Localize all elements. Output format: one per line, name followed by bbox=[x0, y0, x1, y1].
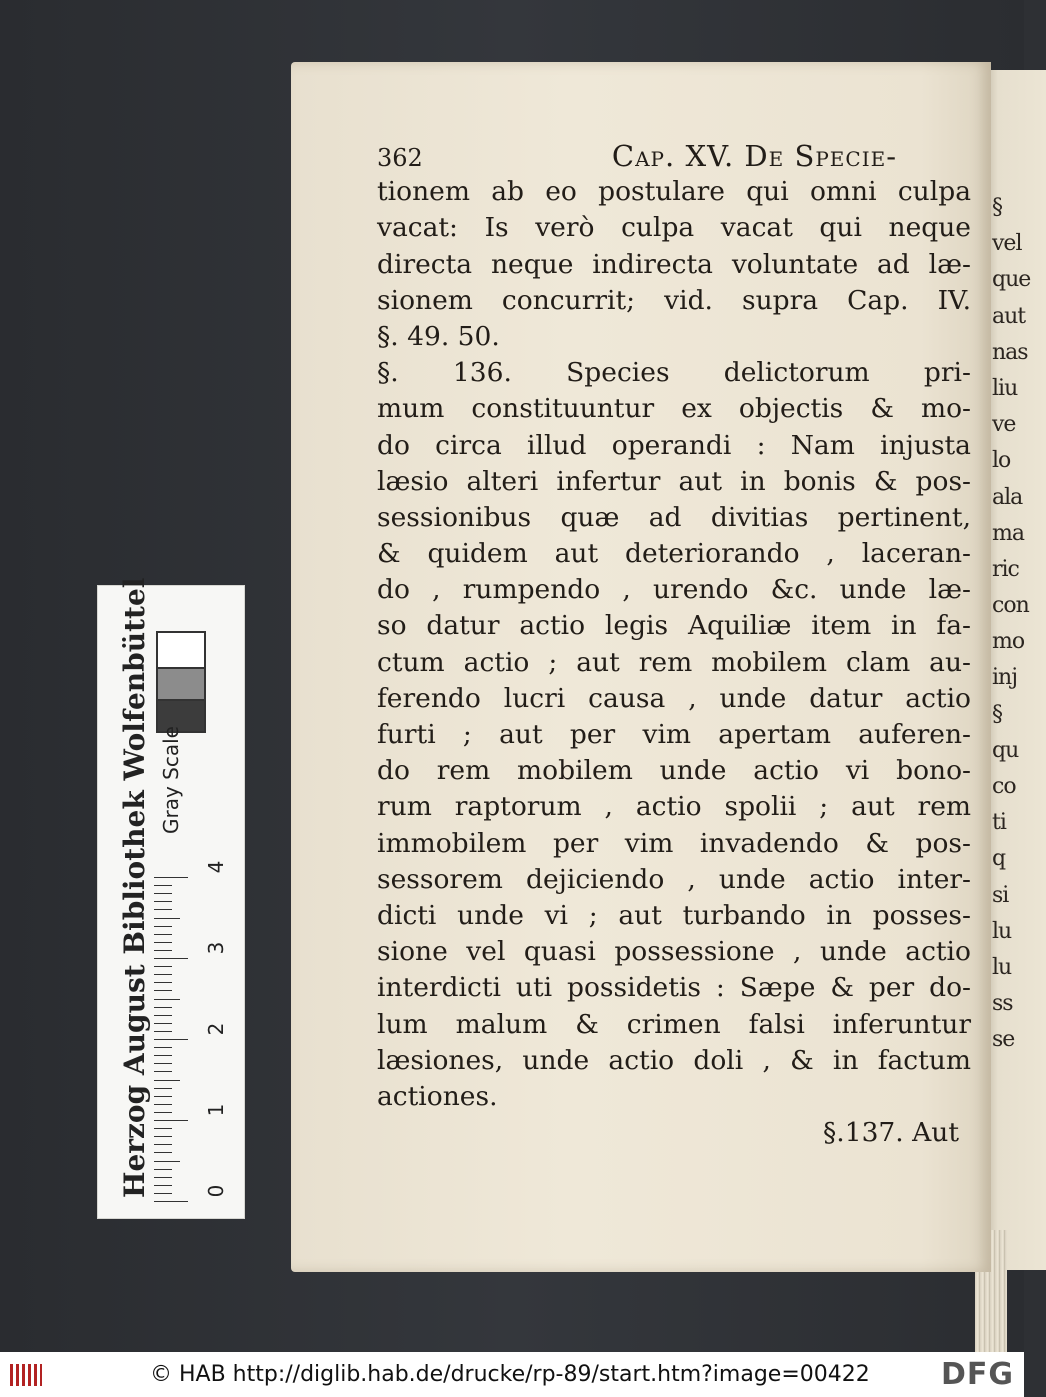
ruler-number: 4 bbox=[204, 860, 228, 874]
fragment-line: nas bbox=[992, 339, 1028, 365]
ruler-tick bbox=[154, 909, 172, 910]
fragment-line: ss bbox=[992, 991, 1013, 1017]
running-header bbox=[377, 138, 897, 174]
fragment-line: lu bbox=[992, 918, 1012, 944]
ruler-number: 1 bbox=[204, 1103, 228, 1117]
running-head: Cap. XV. De Specie- bbox=[611, 139, 897, 173]
text-line: dicti unde vi ; aut turbando in posses- bbox=[377, 899, 971, 931]
white-swatch bbox=[156, 631, 206, 667]
text-line: do circa illud operandi : Nam injusta bbox=[377, 429, 971, 461]
fragment-line: con bbox=[992, 593, 1029, 619]
text-line: rum raptorum , actio spolii ; aut rem bbox=[377, 791, 971, 823]
text-line: so datur actio legis Aquiliæ item in fa- bbox=[377, 610, 971, 642]
ruler-tick bbox=[154, 1169, 172, 1170]
text-line: sessionibus quæ ad divitias pertinent, bbox=[377, 501, 971, 533]
hab-logo-icon bbox=[10, 1364, 42, 1386]
ruler-tick bbox=[154, 1071, 172, 1072]
ruler-tick bbox=[154, 877, 188, 878]
fragment-line: si bbox=[992, 882, 1009, 908]
fragment-line: se bbox=[992, 1027, 1015, 1053]
text-line: vacat: Is verò culpa vacat qui neque bbox=[377, 212, 971, 244]
ruler-tick bbox=[154, 934, 172, 935]
ruler-tick bbox=[154, 942, 172, 943]
fragment-line: vel bbox=[992, 231, 1022, 257]
ruler-tick bbox=[154, 885, 172, 886]
text-line: mum constituuntur ex objectis & mo- bbox=[377, 393, 971, 425]
ruler-tick bbox=[154, 1177, 172, 1178]
fragment-line: lu bbox=[992, 954, 1012, 980]
text-line: §. 49. 50. bbox=[377, 320, 500, 352]
fragment-line: mo bbox=[992, 629, 1025, 655]
ruler-tick bbox=[154, 1193, 172, 1194]
ruler-tick bbox=[154, 918, 180, 919]
ruler-tick bbox=[154, 974, 172, 975]
catchword: §.137. Aut bbox=[823, 1117, 959, 1149]
ruler-tick bbox=[154, 1039, 188, 1040]
facing-page-fragment bbox=[992, 190, 1031, 1059]
ruler-tick bbox=[154, 1128, 172, 1129]
ruler-number: 3 bbox=[204, 941, 228, 955]
fragment-line: lo bbox=[992, 448, 1011, 474]
ruler-tick bbox=[154, 1031, 172, 1032]
ruler-tick bbox=[154, 926, 172, 927]
ruler-tick bbox=[154, 1096, 172, 1097]
text-line: interdicti uti possidetis : Sæpe & per do- bbox=[377, 972, 971, 1004]
ruler-tick bbox=[154, 966, 172, 967]
fragment-line: liu bbox=[992, 375, 1018, 401]
ruler-tick bbox=[154, 950, 172, 951]
ruler-tick bbox=[154, 901, 172, 902]
text-line: & quidem aut deteriorando , laceran- bbox=[377, 538, 971, 570]
ruler-tick bbox=[154, 1152, 172, 1153]
fragment-line: qu bbox=[992, 737, 1019, 763]
fragment-line: § bbox=[992, 701, 1002, 727]
color-calibration-ruler bbox=[97, 577, 245, 1219]
text-line: §. 136. Species delictorum pri- bbox=[377, 357, 971, 389]
text-line: do rem mobilem unde actio vi bono- bbox=[377, 755, 971, 787]
ruler-tick bbox=[154, 1201, 188, 1202]
fragment-line: aut bbox=[992, 303, 1026, 329]
text-line: sione vel quasi possessione , unde actio bbox=[377, 936, 971, 968]
ruler-tick bbox=[154, 893, 172, 894]
ruler-tick bbox=[154, 1104, 172, 1105]
fragment-line: ve bbox=[992, 412, 1016, 438]
ruler-tick bbox=[154, 1080, 180, 1081]
dfg-logo: DFG bbox=[940, 1357, 1014, 1392]
ruler-tick bbox=[154, 1144, 172, 1145]
ruler-tick bbox=[154, 1112, 172, 1113]
text-line: directa neque indirecta voluntate ad læ- bbox=[377, 248, 971, 280]
ruler-tick bbox=[154, 982, 172, 983]
text-line: do , rumpendo , urendo &c. unde læ- bbox=[377, 574, 971, 606]
ruler-tick bbox=[154, 1007, 172, 1008]
ruler-tick bbox=[154, 958, 188, 959]
ruler-tick bbox=[154, 1136, 172, 1137]
ruler-tick bbox=[154, 999, 180, 1000]
fragment-line: ti bbox=[992, 810, 1006, 836]
text-line: lum malum & crimen falsi inferuntur bbox=[377, 1008, 971, 1040]
text-line: immobilem per vim invadendo & pos- bbox=[377, 827, 971, 859]
ruler-tick bbox=[154, 1161, 180, 1162]
ruler-ticks bbox=[154, 871, 174, 1201]
ruler-tick bbox=[154, 1063, 172, 1064]
text-line: sionem concurrit; vid. supra Cap. IV. bbox=[377, 284, 971, 316]
fragment-line: inj bbox=[992, 665, 1018, 691]
fragment-line: ric bbox=[992, 556, 1019, 582]
text-line: ferendo lucri causa , unde datur actio bbox=[377, 682, 971, 714]
fragment-line: que bbox=[992, 267, 1031, 293]
ruler-institution-label: Herzog August Bibliothek Wolfenbüttel bbox=[118, 577, 151, 1198]
text-line: ctum actio ; aut rem mobilem clam au- bbox=[377, 646, 971, 678]
page-text bbox=[377, 138, 971, 1151]
ruler-tick bbox=[154, 1055, 172, 1056]
footer-bar bbox=[0, 1352, 1024, 1397]
ruler-tick bbox=[154, 1047, 172, 1048]
ruler-tick bbox=[154, 1015, 172, 1016]
fragment-line: ala bbox=[992, 484, 1023, 510]
text-line: læsiones, unde actio doli , & in factum bbox=[377, 1044, 971, 1076]
page-number: 362 bbox=[377, 144, 423, 172]
text-line: sessorem dejiciendo , unde actio inter- bbox=[377, 863, 971, 895]
ruler-tick bbox=[154, 1023, 172, 1024]
fragment-line: ma bbox=[992, 520, 1024, 546]
ruler-tick bbox=[154, 1120, 188, 1121]
text-line: actiones. bbox=[377, 1080, 498, 1112]
text-line: furti ; aut per vim apertam auferen- bbox=[377, 719, 971, 750]
text-line: læsio alteri infertur aut in bonis & pos- bbox=[377, 465, 971, 497]
text-line: tionem ab eo postulare qui omni culpa bbox=[377, 176, 971, 208]
ruler-tick bbox=[154, 990, 172, 991]
gray-scale-label: Gray Scale bbox=[159, 726, 183, 834]
ruler-tick bbox=[154, 1088, 172, 1089]
body-text bbox=[377, 174, 971, 1115]
ruler-tick bbox=[154, 1185, 172, 1186]
fragment-line: § bbox=[992, 195, 1002, 220]
footer-url: © HAB http://diglib.hab.de/drucke/rp-89/start.htm?image=00422 bbox=[150, 1362, 870, 1387]
fragment-line: co bbox=[992, 774, 1016, 799]
fragment-line: q bbox=[992, 846, 1006, 872]
ruler-number: 2 bbox=[204, 1022, 228, 1036]
ruler-number: 0 bbox=[204, 1184, 228, 1198]
